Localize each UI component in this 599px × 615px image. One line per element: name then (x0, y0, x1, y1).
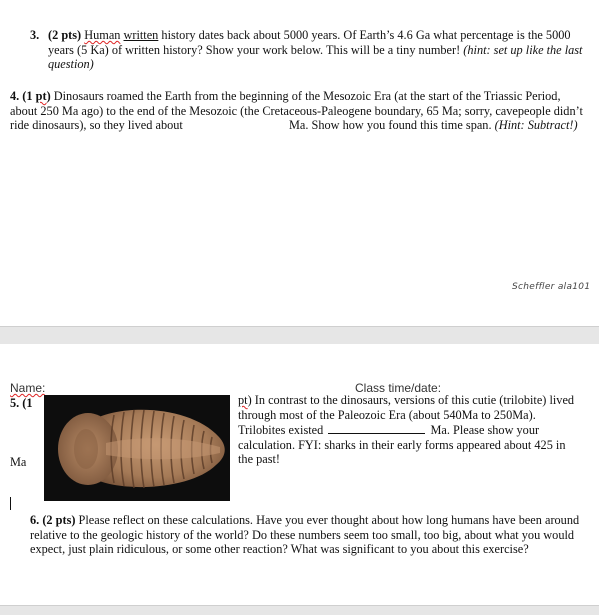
question-5-text[interactable] (238, 393, 583, 467)
answer-blank-5[interactable] (328, 422, 425, 434)
question-4-number: 4. (1 (10, 89, 36, 103)
spellcheck-word-human[interactable]: Human (84, 28, 121, 42)
question-5-text-b: Ma. Please show your calculation. FYI: sharks in their early forms appeared about 425 in the past! (238, 423, 566, 466)
trilobite-image (44, 395, 230, 501)
question-3-text: history dates back about 5000 years. Of Earth’s 4.6 Ga what percentage is the 5000 years (5 Ka) of written history? Show your work below. This will be a tiny number! (48, 28, 571, 57)
question-4-text-b: Ma. Show how you found this time span. (288, 118, 495, 132)
trilobite-photo[interactable] (44, 395, 230, 501)
question-6[interactable] (30, 513, 585, 557)
spellcheck-word-pt-5[interactable]: pt (238, 393, 248, 407)
question-4[interactable] (10, 89, 590, 133)
page-gap (0, 326, 599, 345)
question-3-number: 3. (30, 28, 40, 42)
word-written: written (123, 28, 159, 42)
ma-label: Ma (10, 455, 27, 469)
question-3-body (48, 28, 585, 72)
question-5-number: 5. (1 (10, 396, 33, 410)
question-4-close: ) (46, 89, 51, 103)
question-6-text: Please reflect on these calculations. Have you ever thought about how long humans have been around relative to the geologic history of the world? Do these numbers seem too small, too big, about what you would expect, just plain ridiculous, or some other reaction? What was significant to you about this exercise? (30, 513, 580, 556)
question-3[interactable] (30, 28, 585, 72)
question-4-text-a: Dinosaurs roamed the Earth from the beginning of the Mesozoic Era (at the start of the Triassic Period, about 250 Ma ago) to the end of the Mesozoic (the Cretaceous-Paleogene boundary, 65 Ma; sorry, cavepeople didn’t ride dinosaurs), so they lived about (10, 89, 583, 132)
question-3-hint: (hint: set up like the last question) (48, 42, 583, 71)
spellcheck-word-pt[interactable]: pt (35, 89, 47, 103)
question-3-points: (2 pts) (48, 28, 82, 42)
question-6-points: (2 pts) (42, 513, 76, 527)
class-time-label: Class time/date: (355, 381, 442, 395)
signature: Scheffler ala101 (512, 282, 591, 292)
question-5-text-a: ) In contrast to the dinosaurs, versions of this cutie (trilobite) lived through most of the Paleozoic Era (about 540Ma to 250Ma). Trilobites existed (238, 393, 575, 437)
question-4-hint: (Hint: Subtract!) (494, 118, 578, 132)
text-cursor (10, 497, 11, 510)
question-6-number: 6. (30, 513, 40, 527)
name-label: Name: (10, 381, 46, 395)
